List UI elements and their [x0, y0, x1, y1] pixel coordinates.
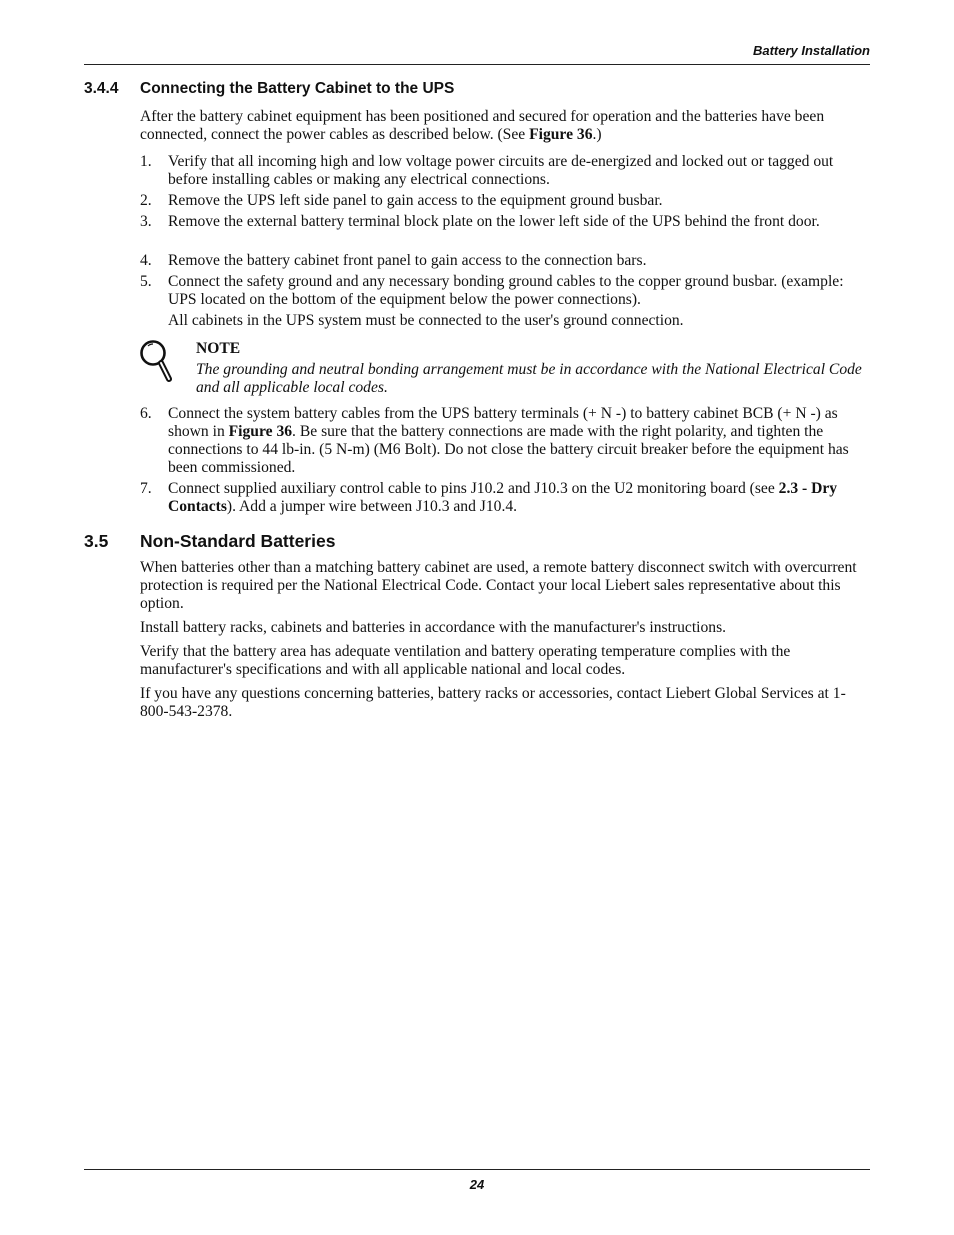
- step-number: 1.: [140, 153, 152, 170]
- step-text-part: . Be sure that the battery connections are made with the right polarity, and tighten the connections to 44 lb-in. (5 N-m) (M6 Bolt). Do not close the battery circuit breaker before the equipment has been commissioned.: [168, 423, 849, 476]
- note-title: NOTE: [196, 340, 241, 357]
- step-text-part: Connect supplied auxiliary control cable to pins J10.2 and J10.3 on the U2 monitoring board (see: [168, 480, 779, 497]
- step-text: Remove the UPS left side panel to gain access to the equipment ground busbar.: [168, 192, 663, 209]
- paragraph: Verify that the battery area has adequate ventilation and battery operating temperature complies with the manufacturer's specifications and with all applicable national and local codes.: [140, 643, 791, 678]
- step-text: [168, 405, 870, 477]
- section-heading-3-5: [84, 531, 335, 552]
- intro-paragraph: [140, 108, 870, 144]
- step-text: [168, 480, 870, 516]
- intro-text-end: .): [592, 126, 602, 143]
- step-text: Remove the external battery terminal block plate on the lower left side of the UPS behind the front door.: [168, 213, 820, 230]
- note-body: The grounding and neutral bonding arrangement must be in accordance with the National Electrical Code and all applicable local codes.: [196, 361, 862, 396]
- list-item: [140, 192, 870, 210]
- running-header: Battery Installation: [752, 43, 870, 58]
- section-reference: 2.3 - Dry Contacts: [168, 480, 838, 515]
- footer-rule: [84, 1169, 870, 1170]
- list-item: [140, 273, 870, 330]
- step-text: Remove the battery cabinet front panel to gain access to the connection bars.: [168, 252, 647, 269]
- page-number: 24: [469, 1177, 485, 1192]
- list-item: [140, 480, 870, 516]
- list-item: [140, 213, 870, 231]
- figure-reference: Figure 36: [529, 126, 593, 143]
- step-number: 7.: [140, 480, 152, 497]
- section-number: 3.5: [84, 531, 109, 551]
- header-rule: [84, 64, 870, 65]
- paragraph: If you have any questions concerning batteries, battery racks or accessories, contact Liebert Global Services at 1-800-543-2378.: [140, 685, 846, 720]
- paragraph: When batteries other than a matching battery cabinet are used, a remote battery disconnect switch with overcurrent protection is required per the National Electrical Code. Contact your local Liebert sales representative about this option.: [140, 559, 857, 612]
- step-extra-text: All cabinets in the UPS system must be connected to the user's ground connection.: [168, 312, 684, 329]
- step-text: Connect the safety ground and any necessary bonding ground cables to the copper ground busbar. (example: UPS located on the bottom of the equipment below the power connections).: [168, 273, 844, 308]
- step-number: 5.: [140, 273, 152, 290]
- section-number: 3.4.4: [84, 80, 119, 97]
- section-title: Connecting the Battery Cabinet to the UPS: [140, 80, 455, 97]
- list-item: [140, 405, 870, 477]
- list-item: [140, 252, 870, 270]
- step-number: 4.: [140, 252, 152, 269]
- section-heading-3-4-4: [84, 80, 454, 98]
- step-text-part: Connect the system battery cables from the UPS battery terminals (+ N -) to battery cabinet BCB (+ N -) as shown in: [168, 405, 838, 440]
- section-title: Non-Standard Batteries: [140, 531, 336, 551]
- step-text: Verify that all incoming high and low voltage power circuits are de-energized and locked out or tagged out before installing cables or making any electrical connections.: [168, 153, 834, 188]
- magnifier-icon: [138, 338, 174, 386]
- list-item: [140, 153, 870, 189]
- step-number: 6.: [140, 405, 152, 422]
- paragraph: Install battery racks, cabinets and batteries in accordance with the manufacturer's instructions.: [140, 619, 727, 636]
- step-text-part: ). Add a jumper wire between J10.3 and J10.4.: [226, 498, 518, 515]
- figure-reference: Figure 36: [228, 423, 293, 440]
- step-number: 3.: [140, 213, 152, 230]
- intro-text: After the battery cabinet equipment has been positioned and secured for operation and the batteries have been connected, connect the power cables as described below. (See: [140, 108, 825, 143]
- step-number: 2.: [140, 192, 152, 209]
